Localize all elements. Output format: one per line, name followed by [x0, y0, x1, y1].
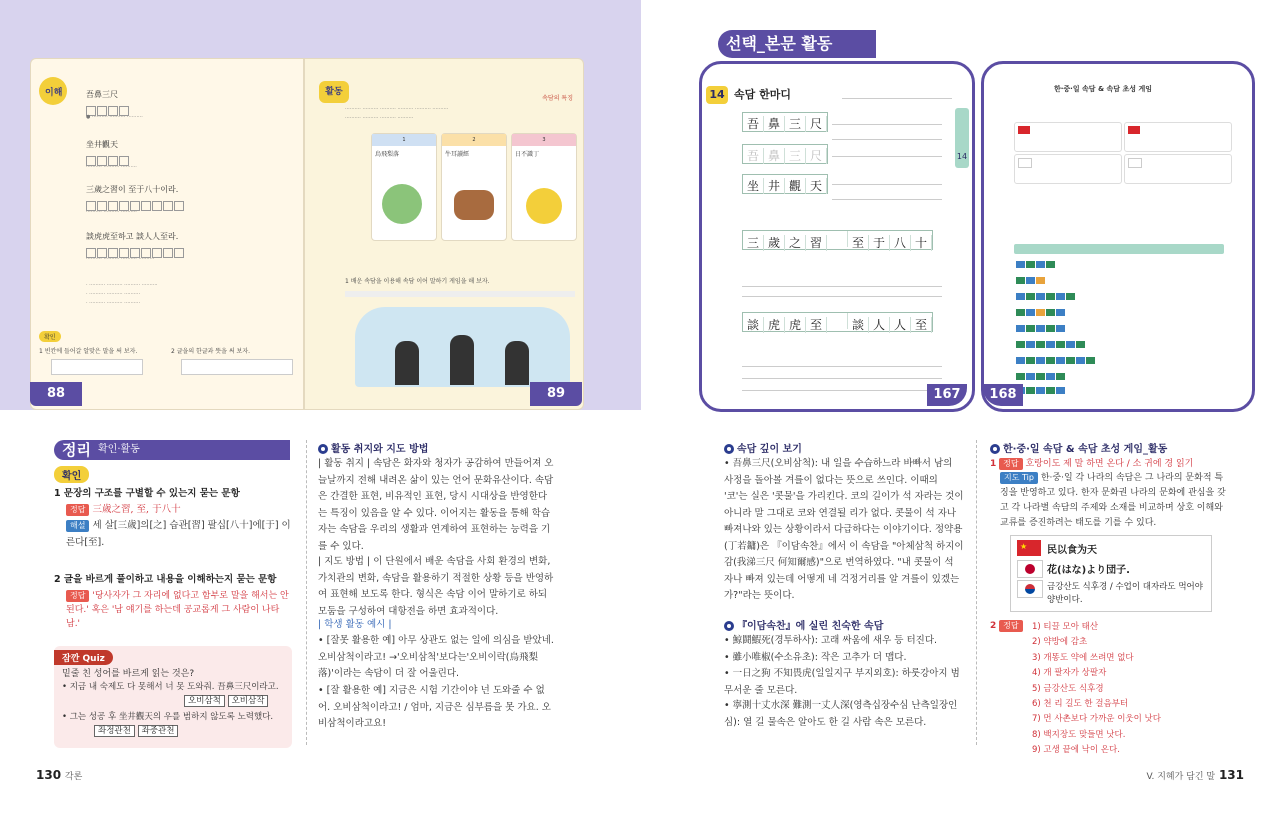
- japan-proverb-box: [1014, 154, 1122, 184]
- a2-item: 6) 천 리 길도 한 걸음부터: [1032, 699, 1129, 710]
- book-line-1: 吾鼻三尺: [86, 90, 118, 99]
- china-proverb-box: [1014, 122, 1122, 152]
- mid-p2: | 지도 방법 | 이 단원에서 배운 속담을 사회 환경의 변화, 가치관의 변화, 속담을 활용하기 적절한 상황 등을 반영하여 표현해 보도록 한다. 형식은 속담 이어 말하기로 하되 모둠을 구성하여 대항전을 하면 효과적이다.: [318, 556, 554, 617]
- china-flag-icon: ★: [1017, 540, 1041, 556]
- students-illustration: [355, 307, 570, 387]
- a2-item: 3) 개똥도 약에 쓰려면 없다: [1032, 652, 1134, 663]
- proverb-card: 3 日不識丁: [511, 133, 577, 241]
- grid-row-1: 吾 鼻 三 尺: [742, 112, 828, 132]
- quiz-line-2: • 그는 성공 후 坐井觀天의 우를 범하지 않도록 노력했다.: [62, 712, 274, 722]
- deep-section-title: 속담 깊이 보기: [724, 440, 802, 455]
- a1-label: 정답: [999, 458, 1022, 470]
- book-line-3: 三歲之習이 至于八十이라.: [86, 185, 179, 194]
- page-number-167: 167: [927, 384, 967, 406]
- deep-p1: • 吾鼻三尺(오비삼척): 내 일을 수습하느라 바빠서 남의 사정을 돌아볼 겨를이 없다는 뜻으로 쓰인다. 이때의 '코'는 실은 '콧물'을 가리킨다. 코의 길이가 석 자라는 것이 아니라 말 그대로 코와 연결될 리가 없다. 콧물이 석 자나 빠져나와 있는 상황이라서 다급하다는 이야기이다. 정약용(丁若鏞)은 『이담속찬』에서 이 속담을 "아체삼척 하지이감(我涕三尺 何知爾感)"으로 번역하였다. "내 콧물이 석 자나 빠져 있는데 어떻게 네 걱정거리를 알 겨를이 있겠는가?"라는 뜻이다.: [724, 458, 964, 601]
- deep-item-1: • 鯨鬪鰕死(경투하사): 고래 싸움에 새우 등 터진다.: [724, 635, 938, 646]
- china-proverb: 民以食为天: [1047, 545, 1097, 556]
- quiz-option[interactable]: 오비삼척: [184, 695, 225, 707]
- quiz-options-2: [94, 724, 178, 736]
- a2-list: [1032, 620, 1232, 759]
- answer-field: [181, 359, 293, 375]
- proverb-card: 2 牛耳讀經: [441, 133, 507, 241]
- quiz-option[interactable]: 좌정관천: [94, 725, 135, 737]
- chosung-row: [1016, 270, 1196, 281]
- book-line-4: 談虎虎至하고 談人人至라.: [86, 232, 179, 241]
- mid-example-1: • [잘못 활용한 예] 아무 상관도 없는 일에 의심을 받았네. 오비삼척이라고! →'오비삼척'보다는'오비이락(烏飛梨落)'이라는 속담이 더 잘 어울린다.: [318, 635, 554, 679]
- book-page-left: 이해 吾鼻三尺 ● ·········· ·········· ·········· 坐井觀天 ·········· ·········· ·········· 三歲之習이 至于八十이라. ·········· ·········· ·········· 談虎虎至하고 談人人至라. ·········· ·········· ·········· ·········· · ·········· ·········· ·········· ·········· · ·········· ·········· ·········· · ·········· ·········· ·········· 확인 1 빈칸에 들어갈 알맞은 말을 써 보자. 2 글을의 한글과 뜻을 써 보자.: [30, 58, 304, 410]
- check-q1: 1 빈칸에 들어갈 알맞은 말을 써 보자.: [39, 348, 138, 355]
- chosung-row: [1016, 334, 1196, 345]
- name-field: [842, 88, 952, 99]
- q1-answer-label: 정답: [66, 504, 89, 516]
- mid-example-2: • [잘 활용한 예] 지금은 시험 기간이야 넌 도와줄 수 없어. 오비삼척이라고! / 엄마, 지금은 심부름을 못 가요. 오비삼척이라고요!: [318, 685, 551, 729]
- left-page-header: 이해: [45, 88, 63, 98]
- lesson-number: 14: [706, 86, 728, 104]
- q2-answer: '당사자가 그 자리에 없다고 함부로 말을 해서는 안 된다.' 혹은 '남 얘기를 하는데 공교롭게 그 사람이 나타남.': [66, 591, 289, 629]
- game-title: 한·중·일 속담 & 속담 초성 게임: [1054, 85, 1152, 93]
- footer-page-left: 130: [36, 768, 62, 782]
- chosung-row: [1016, 254, 1196, 265]
- a2-item: 9) 고생 끝에 낙이 온다.: [1032, 745, 1120, 756]
- deep-item-3: • 一日之狗 不知畏虎(일일지구 부지외호): 하룻강아지 범 무서운 줄 모른다.: [724, 668, 960, 696]
- page-167: [699, 61, 975, 412]
- japan-flag-icon: [1017, 560, 1043, 578]
- korea-proverb: 금강산도 식후경 / 수업이 대자라도 먹어야 양반이다.: [1047, 582, 1203, 605]
- check-tab: 확인: [39, 331, 61, 342]
- activity-question: 1 배운 속담을 이용해 속담 이어 말하기 게임을 해 보자.: [345, 278, 490, 285]
- deep-section-title-2: 『이담속찬』에 실린 친숙한 속담: [724, 617, 883, 632]
- quiz-question: 밑줄 친 성어를 바르게 읽는 것은?: [62, 669, 195, 679]
- grid-row-5: 談 虎 虎 至 談 人 人 至: [742, 312, 933, 332]
- footer-left-label: 각론: [64, 772, 83, 782]
- a2-item: 8) 백지장도 맞들면 낫다.: [1032, 729, 1126, 740]
- page-number-89: 89: [530, 382, 582, 406]
- deep-item-4: • 寧測十丈水深 難測一丈人深(영측십장수심 난측일장인심): 열 길 물속은 알아도 한 길 사람 속은 모른다.: [724, 700, 958, 728]
- japan-proverb-box: [1124, 154, 1232, 184]
- initial-game-header: [1014, 244, 1224, 254]
- q1-explain-label: 해설: [66, 520, 89, 532]
- summary-header-main: 정리: [62, 441, 91, 459]
- tip-text: 한·중·일 각 나라의 속담은 그 나라의 문화적 특징을 반영하고 있다. 한자 문화권 나라의 문화에 관심을 갖고 각 나라별 속담의 주제와 소재를 비교하며 상호 이해와 교류를 증진하려는 태도를 기를 수 있다.: [1000, 473, 1226, 528]
- column-divider: [306, 440, 307, 745]
- grid-row-3: 坐 井 觀 天: [742, 174, 828, 194]
- activity-note: [345, 291, 575, 297]
- a2-label: 정답: [999, 620, 1022, 632]
- mid-section-title: 활동 취지와 지도 방법: [318, 440, 428, 455]
- grid-row-4: 三 歲 之 習 至 于 八 十: [742, 230, 933, 250]
- chosung-row: [1016, 302, 1196, 313]
- check-q2: 2 글을의 한글과 뜻을 써 보자.: [171, 348, 251, 355]
- japan-proverb: 花(はな)より団子.: [1047, 565, 1130, 576]
- quiz-option[interactable]: 좌중관천: [138, 725, 179, 737]
- korea-flag-icon: [1017, 580, 1043, 598]
- q2-answer-label: 정답: [66, 590, 89, 602]
- a1-answer: 호랑이도 제 말 하면 온다 / 소 귀에 경 읽기: [1025, 459, 1194, 469]
- footer-right: [1147, 768, 1245, 782]
- lesson-title: 속담 한마디: [734, 88, 791, 101]
- q1-explain: 세 살[三歲]의[之] 습관[習] 팔십[八十]에[于] 이른다[至].: [66, 520, 291, 548]
- chosung-row: [1016, 380, 1196, 391]
- proverb-flags-box: [1010, 535, 1212, 612]
- chosung-row: [1016, 286, 1196, 297]
- quiz-options-1: [184, 694, 268, 706]
- column-divider: [976, 440, 977, 745]
- tip-label: 지도 Tip: [1000, 472, 1038, 484]
- book-page-right: 활동 속담의 특징 ·········· ·········· ·········· ·········· ·········· ·········· ·········· ·········· ·········· ·········· 1 烏飛梨落 2 牛耳讀經 3 日不識丁 1 배운 속담을 이용해 속담 이어 말하기 게임을 해 보자.: [304, 58, 584, 410]
- a2-item: 7) 먼 사촌보다 가까운 이웃이 낫다: [1032, 714, 1161, 725]
- quiz-option[interactable]: 오비삼작: [228, 695, 269, 707]
- summary-header-bar: [54, 440, 290, 460]
- page-number-168: 168: [983, 384, 1023, 406]
- q2: 2 글을 바르게 풀이하고 내용을 이해하는지 묻는 문항: [54, 574, 277, 585]
- mid-example-title: | 학생 활동 예시 |: [318, 619, 392, 630]
- proverb-card: 1 烏飛梨落: [371, 133, 437, 241]
- game-section-title: 한·중·일 속담 & 속담 초성 게임_활동: [990, 440, 1167, 455]
- q-number: [1004, 112, 1014, 122]
- chosung-row: [1016, 366, 1196, 377]
- a2-item: 1) 티끌 모아 태산: [1032, 622, 1099, 632]
- book-line-2: 坐井觀天: [86, 140, 118, 149]
- section-title-banner: 선택_본문 활동: [718, 30, 876, 58]
- page-number-88: 88: [30, 382, 82, 406]
- answer-field: [51, 359, 143, 375]
- chosung-row: [1016, 318, 1196, 329]
- grid-row-2: 吾 鼻 三 尺: [742, 144, 828, 164]
- check-tab: 확인: [54, 466, 89, 483]
- footer-right-label: V. 지혜가 담긴 말: [1146, 772, 1216, 782]
- right-page-sub: 속담의 특징: [542, 95, 573, 102]
- right-page-header: 활동: [319, 81, 349, 103]
- summary-header-sub: 확인·활동: [98, 444, 140, 455]
- chosung-row: [1016, 350, 1196, 361]
- quiz-line-1: • 지금 내 숙제도 다 못해서 너 못 도와줘. 吾鼻三尺이라고.: [62, 682, 279, 692]
- a2-item: 2) 약방에 감초: [1032, 637, 1088, 648]
- footer-page-right: 131: [1218, 768, 1244, 782]
- side-tab: 14: [955, 108, 969, 168]
- china-proverb-box: [1124, 122, 1232, 152]
- quiz-title: 잠깐 Quiz: [54, 650, 113, 665]
- footer-left: [36, 768, 82, 782]
- q1: 1 문장의 구조를 구별할 수 있는지 묻는 문항: [54, 488, 240, 499]
- a2-item: 4) 개 팔자가 상팔자: [1032, 668, 1107, 679]
- deep-item-2: • 雖小唯椒(수소유초): 작은 고추가 더 맵다.: [724, 652, 907, 663]
- mid-p1: | 활동 취지 | 속담은 화자와 청자가 공감하여 만들어져 오늘날까지 전해 내려온 삶이 있는 언어 문화유산이다. 속담은 간결한 표현, 비유적인 표현, 당시 시대상을 반영한다는 특징이 있음을 알 수 있다. 이어지는 활동을 통해 학습자는 속담을 우리의 생활과 연계하여 표현하는 능력을 기를 수 있다.: [318, 458, 554, 552]
- q1-answer: 三歲之習, 至, 于八十: [92, 504, 181, 515]
- quiz-box: [54, 646, 292, 748]
- a2-item: 5) 금강산도 식후경: [1032, 683, 1104, 694]
